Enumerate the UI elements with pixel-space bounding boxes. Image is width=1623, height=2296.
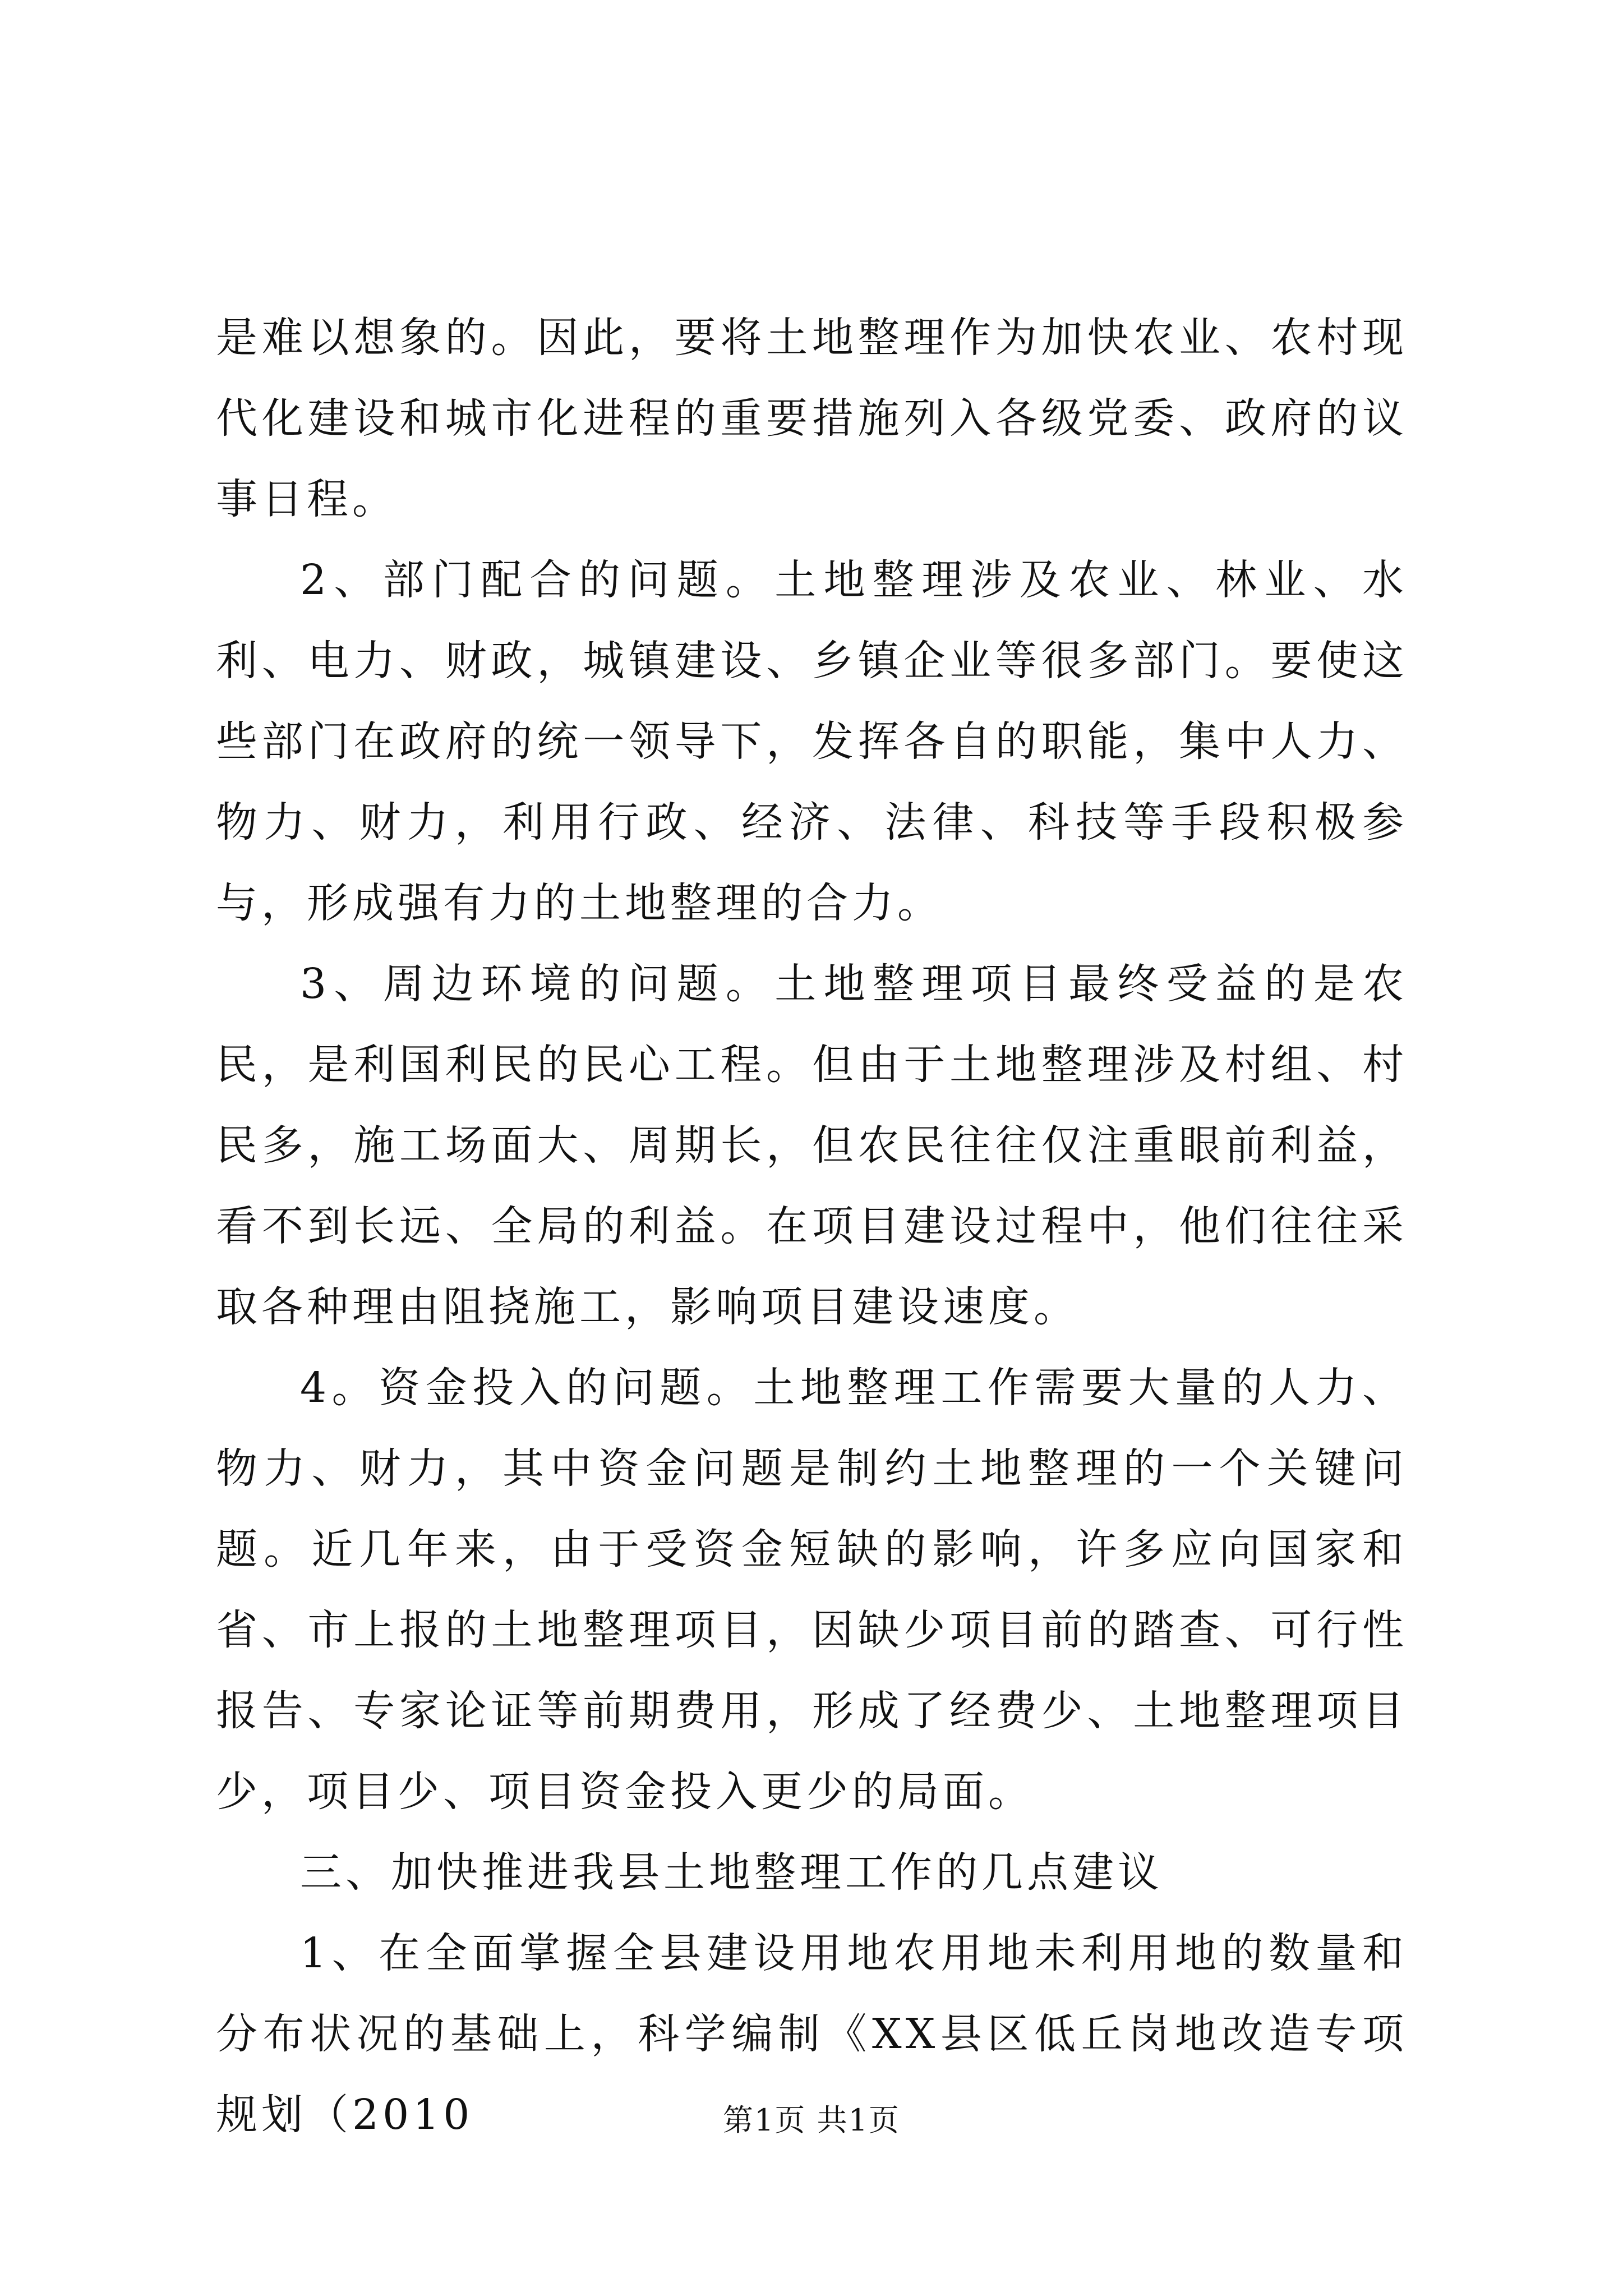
- paragraph-suggestion-1: 1、在全面掌握全县建设用地农用地未利用地的数量和分布状况的基础上，科学编制《XX县区低丘岗地改造专项规划（2010: [216, 1929, 1408, 2139]
- section-heading-suggestions: 三、加快推进我县土地整理工作的几点建议: [300, 1848, 1163, 1897]
- page-footer: 第1页 共1页: [723, 2102, 900, 2138]
- paragraph-continuation: 是难以想象的。因此，要将土地整理作为加快农业、农村现代化建设和城市化进程的重要措施列入各级党委、政府的议事日程。: [216, 314, 1408, 523]
- paragraph-surrounding-environment: 3、周边环境的问题。土地整理项目最终受益的是农民，是利国利民的民心工程。但由于土地整理涉及村组、村民多，施工场面大、周期长，但农民往往仅注重眼前利益，看不到长远、全局的利益。在项目建设过程中，他们往往采取各种理由阻挠施工，影响项目建设速度。: [216, 960, 1408, 1331]
- paragraph-department-cooperation: 2、部门配合的问题。土地整理涉及农业、林业、水利、电力、财政，城镇建设、乡镇企业等很多部门。要使这些部门在政府的统一领导下，发挥各自的职能，集中人力、物力、财力，利用行政、经济、法律、科技等手段积极参与，形成强有力的土地整理的合力。: [216, 556, 1408, 927]
- paragraph-funding-input: 4。资金投入的问题。土地整理工作需要大量的人力、物力、财力，其中资金问题是制约土地整理的一个关键问题。近几年来，由于受资金短缺的影响，许多应向国家和省、市上报的土地整理项目，因缺少项目前的踏查、可行性报告、专家论证等前期费用，形成了经费少、土地整理项目少，项目少、项目资金投入更少的局面。: [216, 1364, 1408, 1816]
- document-body: [216, 297, 1408, 2155]
